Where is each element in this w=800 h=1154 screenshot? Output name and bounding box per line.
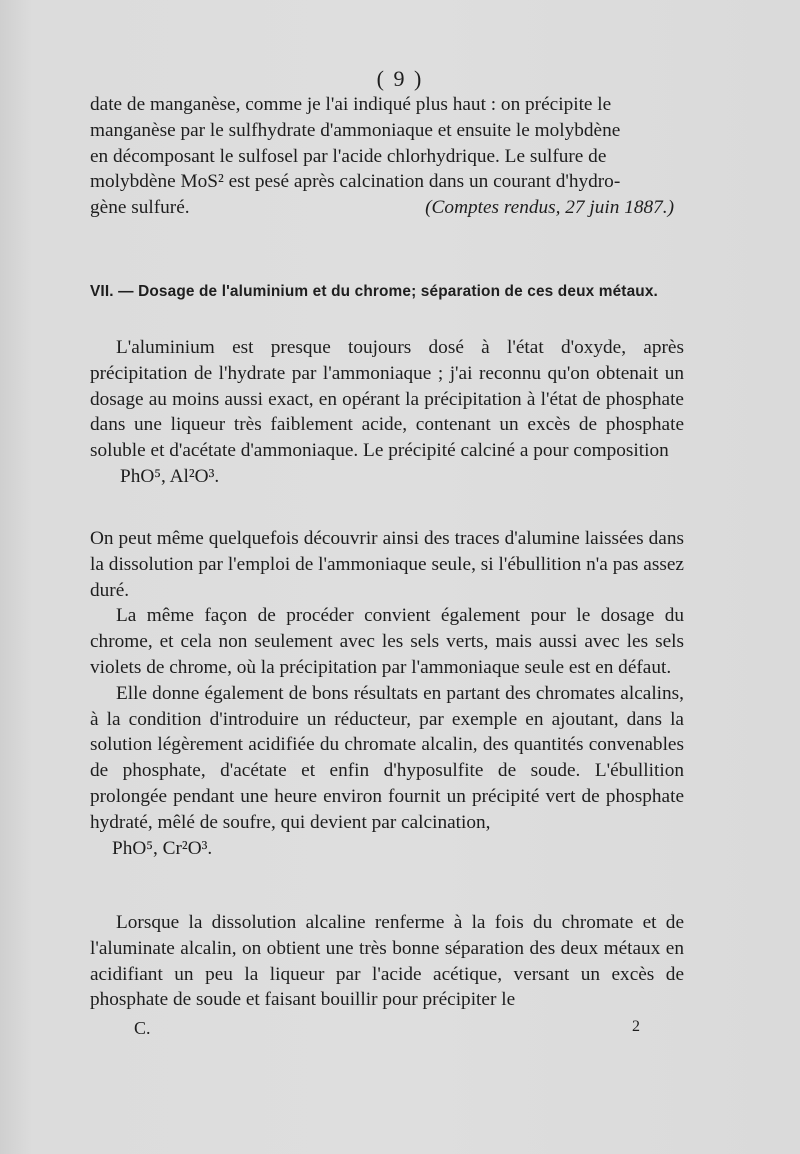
text-line: molybdène MoS² est pesé après calcination dans un courant d'hydro-: [90, 171, 621, 193]
section-body-3: [90, 910, 684, 1013]
sheet-number: 2: [632, 1018, 640, 1035]
text-line: manganèse par le sulfhydrate d'ammoniaque et ensuite le molybdène: [90, 119, 621, 141]
section-body-1: [90, 335, 684, 490]
text-line: date de manganèse, comme je l'ai indiqué plus haut : on précipite le: [90, 94, 612, 115]
text-line: en décomposant le sulfosel par l'acide chlorhydrique. Le sulfure de: [90, 145, 607, 167]
paragraph: On peut même quelquefois découvrir ainsi des traces d'alumine laissées dans la dissolution par l'emploi de l'ammoniaque seule, si l'ébullition n'a pas assez duré.: [90, 528, 684, 601]
paragraph: Lorsque la dissolution alcaline renferme à la fois du chromate et de l'aluminate alcalin, on obtient une très bonne séparation des deux métaux en acidifiant un peu la liqueur par l'acide acétique, versant un excès de phosphate de soude et faisant bouillir pour précipiter le: [90, 912, 684, 1011]
page-number: ( 9 ): [376, 66, 424, 91]
continuation-paragraph: [90, 92, 684, 221]
section-heading: VII. — Dosage de l'aluminium et du chrome; séparation de ces deux métaux.: [90, 283, 658, 300]
section-body-2: [90, 526, 684, 861]
formula: PhO⁵, Cr²O³.: [112, 837, 213, 859]
reference-line: [90, 195, 684, 221]
paragraph: La même façon de procéder convient également pour le dosage du chrome, et cela non seulement avec les sels verts, mais aussi avec les sels violets de chrome, où la précipitation par l'ammoniaque seule est en défaut.: [90, 605, 684, 678]
text-line: gène sulfuré.: [90, 197, 190, 219]
paragraph: Elle donne également de bons résultats en partant des chromates alcalins, à la condition d'introduire un réducteur, par exemple en ajoutant, dans la solution légèrement acidifiée du chromate alcalin, des quantités convenables de phosphate, d'acétate et enfin d'hyposulfite de soude. L'ébullition prolongée pendant une heure environ fournit un précipité vert de phosphate hydraté, mêlé de soufre, qui devient par calcination,: [90, 682, 684, 833]
paragraph: L'aluminium est presque toujours dosé à l'état d'oxyde, après précipitation de l'hydrate par l'ammoniaque ; j'ai reconnu qu'on obtenait un dosage au moins aussi exact, en opérant la précipitation à l'état de phosphate dans une liqueur très faiblement acide, contenant un excès de phosphate soluble et d'acétate d'ammoniaque. Le précipité calciné a pour composition: [90, 337, 684, 462]
signature-mark: C.: [134, 1018, 151, 1038]
citation: (Comptes rendus, 27 juin 1887.): [425, 197, 674, 219]
formula: PhO⁵, Al²O³.: [120, 465, 220, 487]
page-footer: [134, 1018, 640, 1039]
